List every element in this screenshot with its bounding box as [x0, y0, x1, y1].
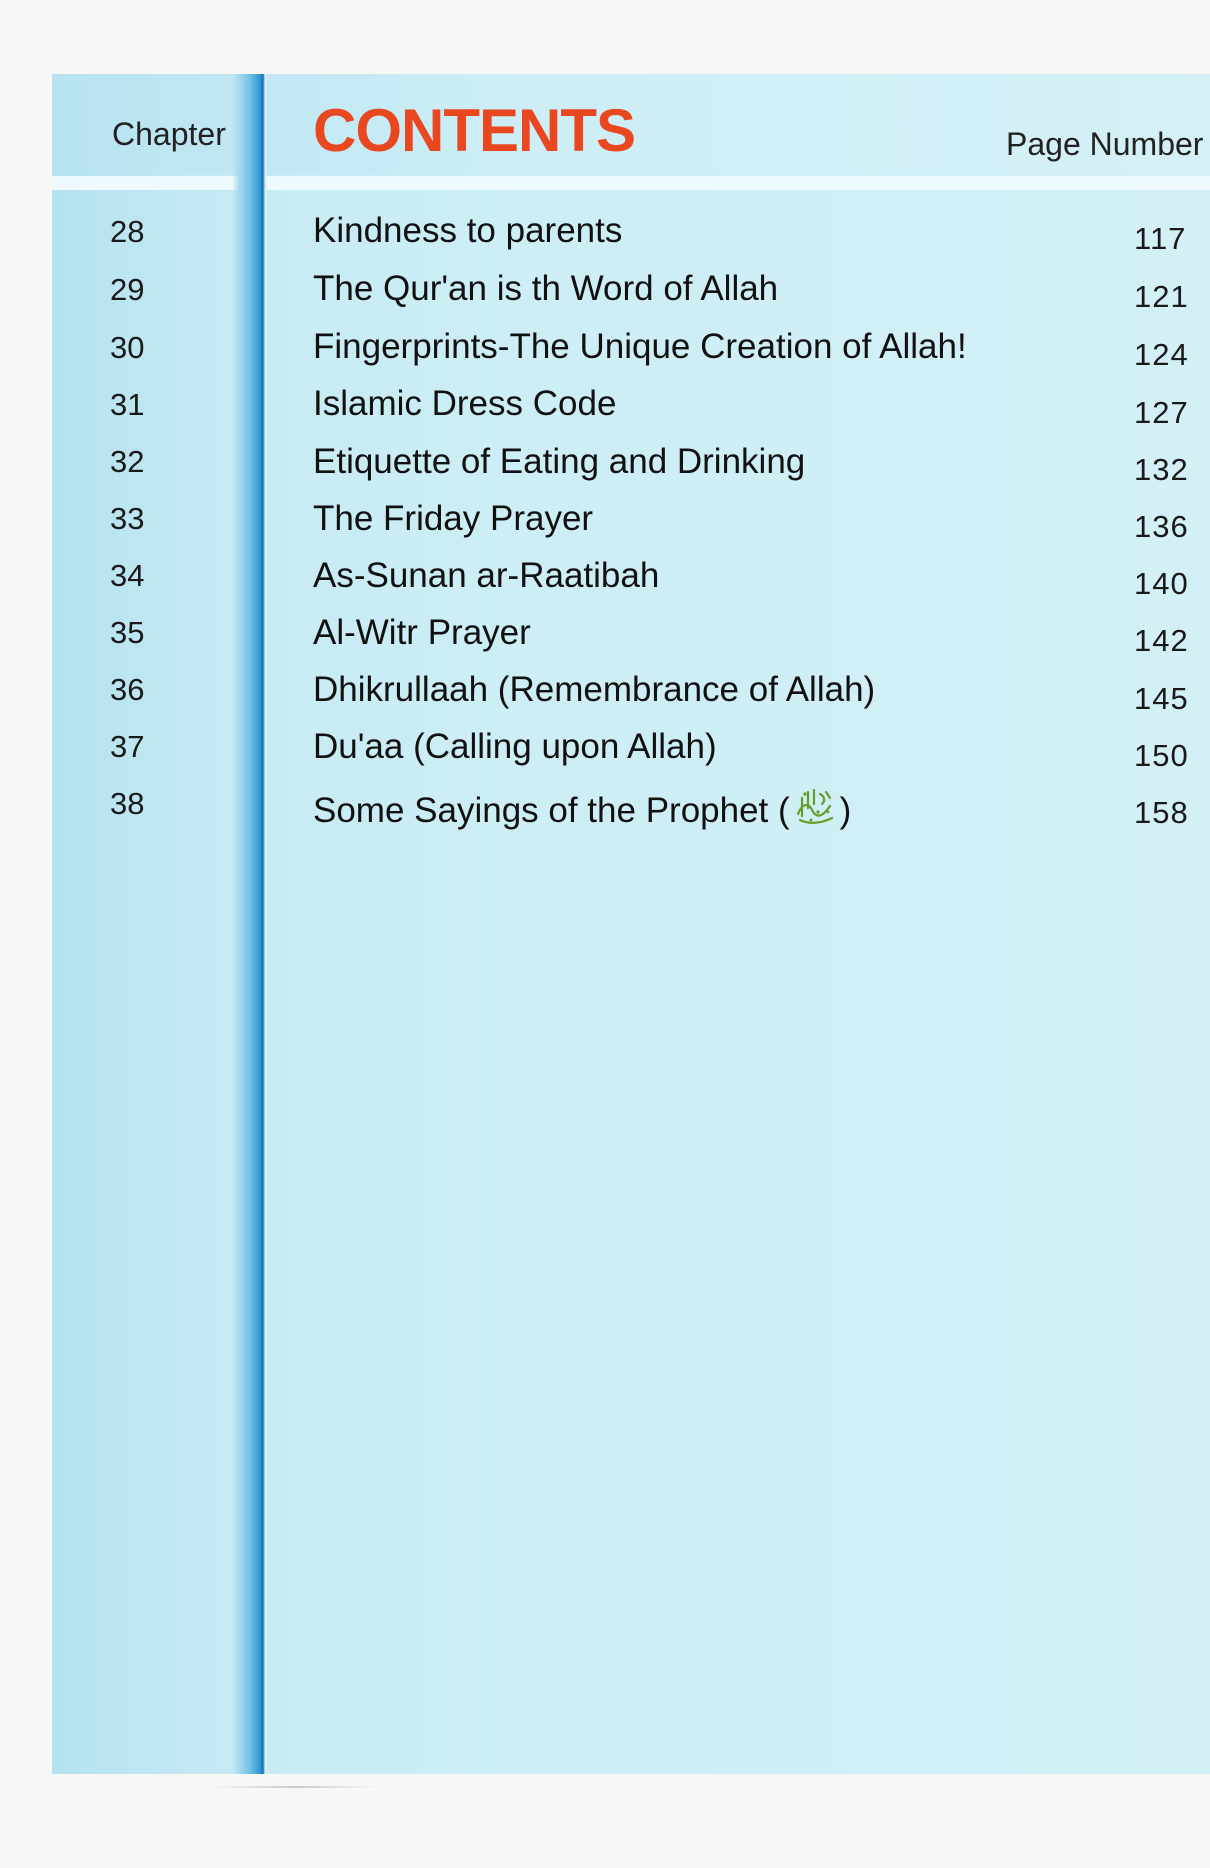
page-number: 136: [1134, 509, 1189, 544]
page-title: CONTENTS: [313, 97, 635, 164]
chapter-title: As-Sunan ar-Raatibah: [313, 556, 660, 595]
page-number: 124: [1134, 337, 1189, 372]
chapter-title: Du'aa (Calling upon Allah): [313, 727, 717, 766]
salawat-calligraphy-icon: [792, 784, 838, 835]
chapter-number: 36: [110, 672, 145, 707]
chapter-number: 33: [110, 501, 145, 536]
page-number-column-header: Page Number: [1006, 126, 1204, 162]
header-rule: [52, 176, 1210, 190]
chapter-number: 34: [110, 558, 145, 593]
chapter-title-suffix: ): [839, 791, 852, 830]
page-number: 121: [1134, 279, 1189, 314]
page-number: 132: [1134, 452, 1189, 487]
page-number: 142: [1134, 623, 1189, 658]
chapter-number: 38: [110, 786, 145, 821]
chapter-number: 28: [110, 214, 145, 249]
chapter-title: The Friday Prayer: [313, 499, 594, 538]
chapter-title: Fingerprints-The Unique Creation of Allah!: [313, 327, 967, 366]
chapter-number: 37: [110, 729, 145, 764]
scan-mark: [210, 1786, 380, 1788]
page-number: 150: [1134, 738, 1189, 773]
column-divider: [232, 74, 268, 1774]
chapter-number: 35: [110, 615, 145, 650]
page-number: 158: [1134, 795, 1189, 830]
chapter-title: [313, 784, 851, 835]
page-number: 145: [1134, 681, 1189, 716]
chapter-number: 29: [110, 272, 145, 307]
chapter-title-text: Some Sayings of the Prophet (: [313, 791, 790, 830]
chapter-title: The Qur'an is th Word of Allah: [313, 269, 779, 308]
chapter-number: 31: [110, 387, 145, 422]
chapter-number: 32: [110, 444, 145, 479]
page-number: 140: [1134, 566, 1189, 601]
chapter-title: Islamic Dress Code: [313, 384, 617, 423]
chapter-column-header: Chapter: [112, 116, 226, 152]
page-number: 127: [1134, 395, 1189, 430]
page-number: 117: [1134, 221, 1187, 256]
chapter-title: Dhikrullaah (Remembrance of Allah): [313, 670, 876, 709]
chapter-title: Al-Witr Prayer: [313, 613, 531, 652]
chapter-title: Etiquette of Eating and Drinking: [313, 442, 806, 481]
chapter-number: 30: [110, 330, 145, 365]
chapter-title: Kindness to parents: [313, 211, 623, 250]
